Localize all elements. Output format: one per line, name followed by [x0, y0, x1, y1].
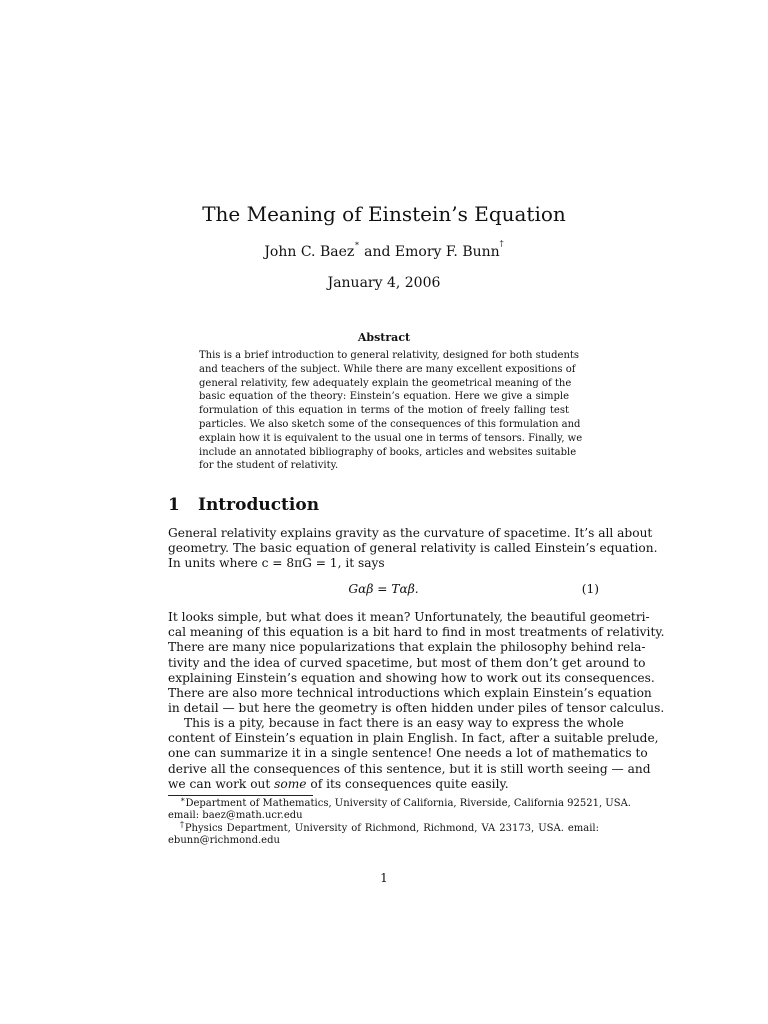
- section-title: Introduction: [198, 495, 320, 515]
- abstract-line: explain how it is equivalent to the usual one in terms of tensors. Finally, we: [199, 432, 583, 444]
- paper-date: January 4, 2006: [327, 275, 441, 291]
- paragraph-line: cal meaning of this equation is a bit hard to find in most treatments of relativity.: [168, 625, 665, 640]
- paragraph-line: derive all the consequences of this sentence, but it is still worth seeing — and: [168, 761, 651, 776]
- abstract-line: formulation of this equation in terms of the motion of freely falling test: [199, 405, 569, 417]
- footnote-baez: [168, 795, 631, 823]
- abstract-line: This is a brief introduction to general relativity, designed for both students: [199, 350, 580, 361]
- author-baez-footnote-mark: ∗: [354, 239, 360, 248]
- author-bunn: Emory F. Bunn: [394, 244, 500, 260]
- paragraph-intro: [168, 526, 658, 572]
- equation-number: (1): [581, 582, 599, 596]
- abstract-line: and teachers of the subject. While there are many excellent expositions of: [199, 363, 576, 375]
- paragraph-line: There are many nice popularizations that explain the philosophy behind rela-: [168, 640, 646, 655]
- emphasis-some: some: [274, 776, 307, 791]
- paragraph-line: General relativity explains gravity as the curvature of spacetime. It’s all about: [168, 526, 653, 540]
- abstract-body: [199, 349, 583, 473]
- text-run: we can work out: [168, 776, 275, 791]
- paragraph-line: [168, 777, 599, 792]
- author-line: [0, 239, 768, 262]
- paper-title: The Meaning of Einstein’s Equation: [202, 202, 566, 226]
- paragraph-line: In units where c = 8πG = 1, it says: [168, 556, 385, 571]
- paragraph-line: content of Einstein’s equation in plain English. In fact, after a suitable prelude,: [168, 731, 659, 746]
- paragraph-line: There are also more technical introductions which explain Einstein’s equation: [168, 686, 652, 701]
- text-run: of its consequences quite easily.: [306, 776, 509, 791]
- footnote-text: Department of Mathematics, University of California, Riverside, California 92521, USA.: [185, 798, 631, 809]
- paragraph-line: tivity and the idea of curved spacetime, but most of them don’t get around to: [168, 655, 646, 670]
- page-number: 1: [380, 871, 388, 885]
- footnote-rule: [168, 795, 313, 796]
- abstract-line: for the student of relativity.: [199, 460, 339, 472]
- equation-1: [168, 582, 599, 600]
- section-heading: [168, 493, 319, 517]
- abstract-line: basic equation of the theory: Einstein’s equation. Here we give a simple: [199, 391, 569, 403]
- author-baez: John C. Baez: [264, 244, 355, 260]
- abstract-line: particles. We also sketch some of the consequences of this formulation and: [199, 418, 581, 430]
- footnote-line: [168, 820, 600, 835]
- paragraph-meaning: [168, 610, 665, 716]
- footnote-bunn: [168, 820, 600, 848]
- paragraph-line: It looks simple, but what does it mean? Unfortunately, the beautiful geometri-: [168, 610, 650, 624]
- footnote-mark: †: [180, 820, 185, 829]
- abstract-line: include an annotated bibliography of books, articles and websites suitable: [199, 446, 577, 458]
- author-bunn-footnote-mark: †: [499, 239, 504, 248]
- paragraph-line: geometry. The basic equation of general relativity is called Einstein’s equation.: [168, 541, 658, 556]
- paragraph-line: explaining Einstein’s equation and showing how to work out its consequences.: [168, 670, 655, 685]
- author-conjunction: and: [359, 244, 395, 260]
- footnote-line: email: baez@math.ucr.edu: [168, 810, 303, 822]
- footnote-line: [168, 795, 631, 810]
- section-number: 1: [168, 495, 180, 515]
- abstract-line: general relativity, few adequately explain the geometrical meaning of the: [199, 377, 572, 389]
- paragraph-line: This is a pity, because in fact there is an easy way to express the whole: [184, 716, 624, 730]
- footnote-line: ebunn@richmond.edu: [168, 835, 280, 847]
- footnote-text: Physics Department, University of Richmond, Richmond, VA 23173, USA. email:: [184, 823, 600, 834]
- equation-expression: Gαβ = Tαβ.: [348, 582, 419, 596]
- paragraph-pity: [168, 716, 659, 792]
- footnote-mark: ∗: [180, 795, 186, 804]
- paragraph-line: in detail — but here the geometry is often hidden under piles of tensor calculus.: [168, 701, 665, 716]
- abstract-heading: Abstract: [357, 331, 411, 344]
- paragraph-line: one can summarize it in a single sentence! One needs a lot of mathematics to: [168, 746, 648, 761]
